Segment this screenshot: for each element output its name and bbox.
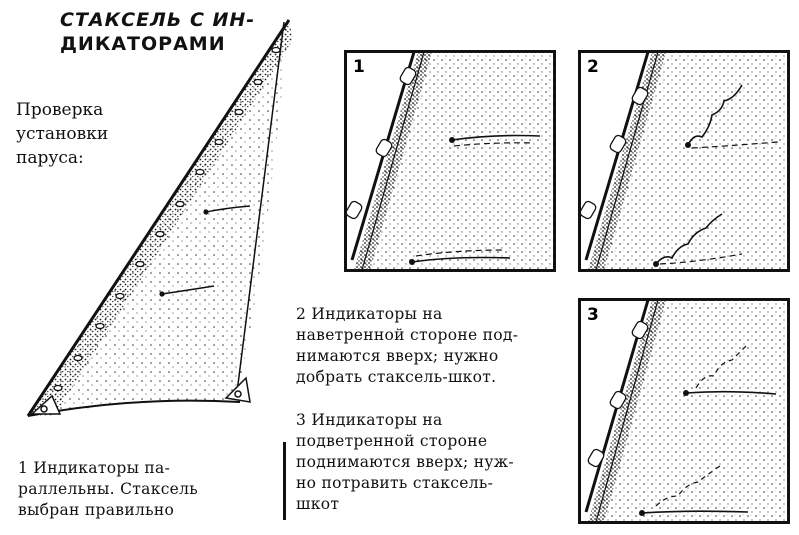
caption-2-line-2: наветренной стороне под- xyxy=(296,326,519,344)
panel-2-number: 2 xyxy=(587,57,599,77)
check-label-line-1: Проверка xyxy=(16,100,104,120)
caption-3 xyxy=(296,410,544,515)
caption-2-line-1: 2 Индикаторы на xyxy=(296,305,443,323)
caption-3-line-4: но потравить стаксель- xyxy=(296,474,494,492)
caption-2-line-3: нимаются вверх; нужно xyxy=(296,347,499,365)
title-line-1: СТАКСЕЛЬ С ИН- xyxy=(60,9,256,31)
caption-3-line-3: поднимаются вверх; нуж- xyxy=(296,453,514,471)
caption-1 xyxy=(18,458,266,521)
jib-sail-illustration xyxy=(14,18,314,438)
panel-2 xyxy=(578,50,790,272)
panel-3 xyxy=(578,298,790,524)
caption-3-line-2: подветренной стороне xyxy=(296,432,488,450)
caption-1-line-3: выбран правильно xyxy=(18,501,175,519)
title-line-2: ДИКАТОРАМИ xyxy=(60,33,226,55)
check-label-line-2: установки xyxy=(16,124,109,144)
caption-2 xyxy=(296,304,544,388)
caption-1-line-2: раллельны. Стаксель xyxy=(18,480,199,498)
panel-1 xyxy=(344,50,556,272)
caption-3-line-5: шкот xyxy=(296,495,340,513)
caption-2-line-4: добрать стаксель-шкот. xyxy=(296,368,497,386)
vertical-divider xyxy=(283,442,286,520)
panel-1-number: 1 xyxy=(353,57,365,77)
caption-3-line-1: 3 Индикаторы на xyxy=(296,411,443,429)
caption-1-line-1: 1 Индикаторы па- xyxy=(18,459,171,477)
check-label-line-3: паруса: xyxy=(16,148,84,168)
panel-3-number: 3 xyxy=(587,305,599,325)
